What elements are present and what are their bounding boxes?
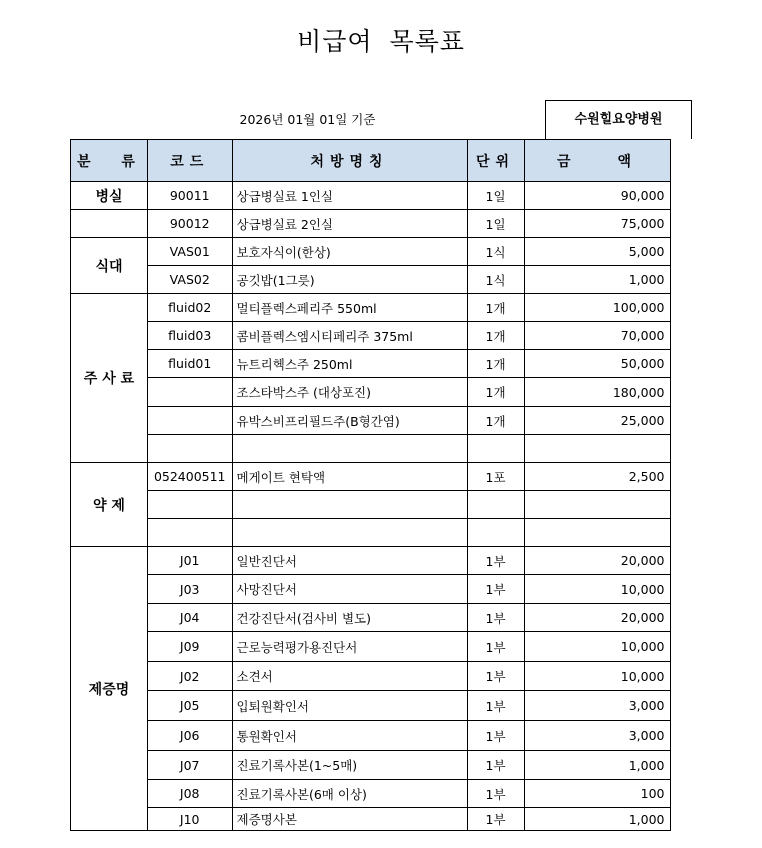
basis-date: 2026년 01월 01일 기준 [239, 112, 376, 127]
unit-cell: 1개 [467, 294, 524, 322]
unit-cell: 1일 [467, 182, 524, 210]
code-cell: VAS01 [147, 238, 232, 266]
amount-cell: 50,000 [524, 350, 670, 378]
header-row [71, 140, 671, 182]
amount-cell: 70,000 [524, 322, 670, 350]
unit-cell: 1부 [467, 632, 524, 662]
header-category: 분 류 [71, 140, 148, 182]
name-cell: 입퇴원확인서 [232, 691, 467, 721]
amount-cell [524, 491, 670, 519]
document-title: 비급여 목록표 [297, 27, 465, 56]
unit-cell: 1일 [467, 210, 524, 238]
table-row [71, 378, 671, 407]
code-cell: 90011 [147, 182, 232, 210]
table-row [71, 238, 671, 266]
table-row [71, 350, 671, 378]
code-cell: fluid02 [147, 294, 232, 322]
amount-cell: 75,000 [524, 210, 670, 238]
amount-cell: 180,000 [524, 378, 670, 407]
table-row [71, 182, 671, 210]
table-row [71, 575, 671, 604]
code-cell: J08 [147, 780, 232, 808]
unit-cell: 1개 [467, 378, 524, 407]
amount-cell: 90,000 [524, 182, 670, 210]
unit-cell [467, 519, 524, 547]
code-cell: J07 [147, 751, 232, 780]
unit-cell: 1포 [467, 463, 524, 491]
code-cell: 052400511 [147, 463, 232, 491]
unit-cell: 1개 [467, 350, 524, 378]
table-row [71, 294, 671, 322]
unit-cell [467, 435, 524, 463]
unit-cell: 1부 [467, 604, 524, 632]
table-row [71, 210, 671, 238]
table-row [71, 604, 671, 632]
table-row [71, 266, 671, 294]
table-row [71, 632, 671, 662]
unit-cell [467, 491, 524, 519]
name-cell: 제증명사본 [232, 808, 467, 831]
amount-cell: 2,500 [524, 463, 670, 491]
unit-cell: 1개 [467, 407, 524, 435]
code-cell: J04 [147, 604, 232, 632]
table-body [71, 182, 671, 831]
unit-cell: 1부 [467, 547, 524, 575]
category-cell: 주 사 료 [71, 294, 148, 463]
amount-cell: 20,000 [524, 604, 670, 632]
table-row [71, 780, 671, 808]
table-row [71, 491, 671, 519]
amount-cell: 100 [524, 780, 670, 808]
amount-cell: 100,000 [524, 294, 670, 322]
unit-cell: 1부 [467, 662, 524, 691]
amount-cell: 3,000 [524, 721, 670, 751]
table-row [71, 322, 671, 350]
table-row [71, 808, 671, 831]
name-cell: 보호자식이(한상) [232, 238, 467, 266]
amount-cell [524, 435, 670, 463]
name-cell: 상급병실료 2인실 [232, 210, 467, 238]
name-cell: 멀티플렉스페리주 550ml [232, 294, 467, 322]
code-cell [147, 491, 232, 519]
name-cell: 진료기록사본(1~5매) [232, 751, 467, 780]
unit-cell: 1부 [467, 808, 524, 831]
table-row [71, 519, 671, 547]
category-cell: 병실 [71, 182, 148, 210]
unit-cell: 1부 [467, 721, 524, 751]
price-table [70, 139, 671, 831]
name-cell: 근로능력평가용진단서 [232, 632, 467, 662]
name-cell [232, 435, 467, 463]
amount-cell: 10,000 [524, 662, 670, 691]
name-cell: 콤비플렉스엠시티페리주 375ml [232, 322, 467, 350]
code-cell: fluid03 [147, 322, 232, 350]
table-row [71, 435, 671, 463]
header-code: 코드 [147, 140, 232, 182]
name-cell: 일반진단서 [232, 547, 467, 575]
name-cell: 소견서 [232, 662, 467, 691]
code-cell [147, 519, 232, 547]
table-row [71, 662, 671, 691]
code-cell: 90012 [147, 210, 232, 238]
category-cell: 식대 [71, 238, 148, 294]
table-row [71, 691, 671, 721]
header-name: 처방명칭 [232, 140, 467, 182]
code-cell: fluid01 [147, 350, 232, 378]
name-cell: 사망진단서 [232, 575, 467, 604]
table-row [71, 407, 671, 435]
code-cell [147, 407, 232, 435]
name-cell: 진료기록사본(6매 이상) [232, 780, 467, 808]
amount-cell: 1,000 [524, 808, 670, 831]
code-cell [147, 435, 232, 463]
category-cell [71, 210, 148, 238]
amount-cell: 1,000 [524, 751, 670, 780]
code-cell: J09 [147, 632, 232, 662]
unit-cell: 1부 [467, 691, 524, 721]
amount-cell [524, 519, 670, 547]
unit-cell: 1개 [467, 322, 524, 350]
table-row [71, 721, 671, 751]
name-cell [232, 519, 467, 547]
name-cell [232, 491, 467, 519]
amount-cell: 25,000 [524, 407, 670, 435]
code-cell: J10 [147, 808, 232, 831]
name-cell: 조스타박스주 (대상포진) [232, 378, 467, 407]
amount-cell: 3,000 [524, 691, 670, 721]
name-cell: 건강진단서(검사비 별도) [232, 604, 467, 632]
table-row [71, 547, 671, 575]
name-cell: 상급병실료 1인실 [232, 182, 467, 210]
code-cell [147, 378, 232, 407]
name-cell: 메게이트 현탁액 [232, 463, 467, 491]
code-cell: J02 [147, 662, 232, 691]
amount-cell: 5,000 [524, 238, 670, 266]
code-cell: J03 [147, 575, 232, 604]
header-unit: 단위 [467, 140, 524, 182]
name-cell: 통원확인서 [232, 721, 467, 751]
unit-cell: 1부 [467, 780, 524, 808]
category-cell: 약 제 [71, 463, 148, 547]
unit-cell: 1부 [467, 751, 524, 780]
name-cell: 공깃밥(1그릇) [232, 266, 467, 294]
name-cell: 뉴트리헥스주 250ml [232, 350, 467, 378]
amount-cell: 10,000 [524, 632, 670, 662]
code-cell: J05 [147, 691, 232, 721]
header-amount: 금 액 [524, 140, 670, 182]
table-row [71, 463, 671, 491]
code-cell: J01 [147, 547, 232, 575]
hospital-name: 수원힐요양병원 [545, 100, 692, 139]
table-row [71, 751, 671, 780]
category-cell: 제증명 [71, 547, 148, 831]
amount-cell: 1,000 [524, 266, 670, 294]
unit-cell: 1부 [467, 575, 524, 604]
amount-cell: 10,000 [524, 575, 670, 604]
unit-cell: 1식 [467, 238, 524, 266]
unit-cell: 1식 [467, 266, 524, 294]
code-cell: J06 [147, 721, 232, 751]
name-cell: 유박스비프리필드주(B형간염) [232, 407, 467, 435]
amount-cell: 20,000 [524, 547, 670, 575]
code-cell: VAS02 [147, 266, 232, 294]
